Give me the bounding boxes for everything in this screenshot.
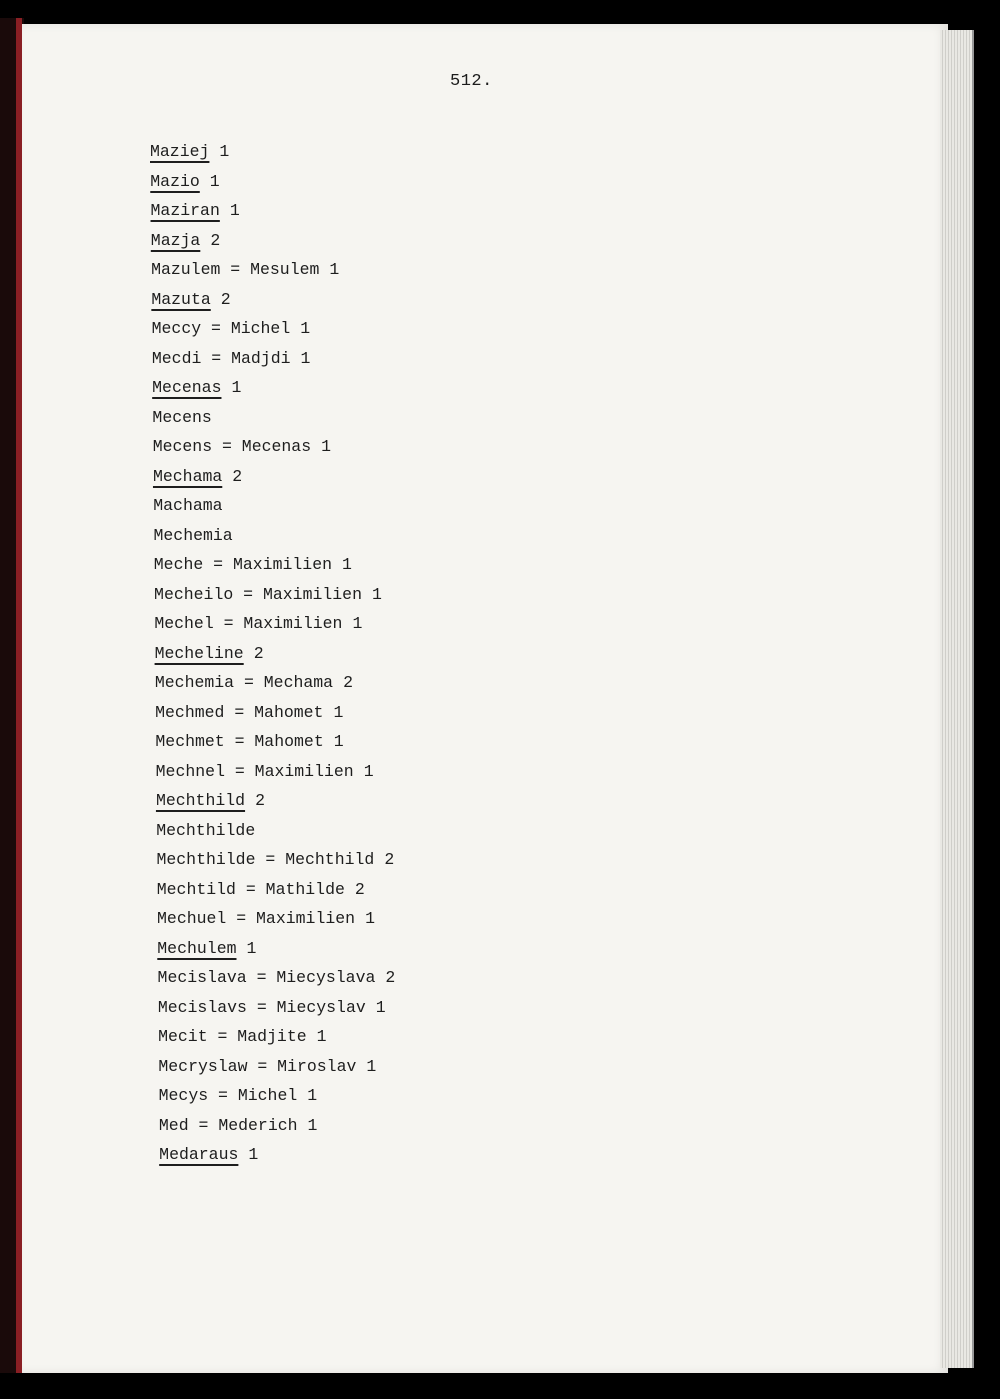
entry-count: 1: [366, 1056, 377, 1076]
entry-name: Mechuel = Maximilien: [157, 909, 356, 928]
entry-count: 1: [342, 555, 352, 574]
entry-count: 1: [231, 378, 242, 397]
entry-count: 1: [300, 348, 311, 368]
index-entry: [150, 200, 395, 230]
index-entry: [150, 643, 395, 673]
index-entry: [150, 289, 395, 319]
entry-name: Mecislavs = Miecyslav: [157, 997, 366, 1017]
entry-name: Mechemia = Mechama: [154, 673, 334, 692]
entry-count: 1: [371, 584, 382, 604]
entry-name: Mechulem: [157, 938, 237, 958]
entry-name: Mecislava = Miecyslava: [157, 968, 376, 987]
entry-count: 1: [219, 142, 230, 161]
index-entry: [150, 377, 395, 407]
entry-count: 1: [375, 997, 386, 1017]
index-entry: [150, 436, 395, 466]
entry-count: 2: [232, 466, 243, 486]
index-entry: [150, 584, 395, 614]
entry-name: Mazuta: [151, 289, 211, 309]
index-entry: [150, 407, 395, 437]
entry-name: Mazio: [150, 171, 200, 191]
entry-name: Mecens: [152, 407, 212, 427]
entry-count: 1: [248, 1145, 259, 1164]
entry-name: Mecdi = Madjdi: [151, 348, 291, 368]
index-entry: [150, 820, 395, 850]
entry-name: Mecys = Michel: [158, 1086, 298, 1105]
entry-name: Mechthilde = Mechthild: [156, 850, 375, 869]
entry-count: 2: [255, 791, 265, 810]
index-entry: [150, 997, 395, 1027]
index-entry: [150, 731, 395, 761]
index-entry: [150, 967, 395, 997]
entry-name: Mechmet = Mahomet: [155, 732, 324, 751]
entry-count: 2: [354, 879, 365, 899]
index-entry: [150, 1115, 395, 1145]
book-spine: [0, 18, 24, 1373]
index-entry: [150, 761, 395, 791]
entry-name: Mechemia: [153, 525, 233, 545]
index-entry: [150, 879, 395, 909]
entry-name: Mazja: [150, 230, 201, 250]
index-entry: [150, 613, 395, 643]
index-entry: [150, 1026, 395, 1056]
index-entry: [150, 466, 395, 496]
index-entry: [150, 141, 395, 171]
entry-count: 1: [246, 938, 257, 958]
entry-name: Maziran: [150, 201, 220, 220]
entry-name: Machama: [153, 496, 223, 515]
entry-count: 2: [384, 850, 395, 869]
entry-name: Mecheline: [154, 643, 244, 663]
entry-count: 2: [385, 968, 396, 987]
index-entry: [150, 1144, 395, 1174]
entry-count: 1: [365, 909, 375, 928]
entry-count: 1: [333, 732, 344, 751]
entry-name: Medaraus: [159, 1145, 239, 1164]
entry-count: 1: [307, 1086, 318, 1105]
entry-count: 2: [343, 673, 353, 692]
entry-count: 2: [220, 289, 231, 309]
index-entry: [150, 348, 395, 378]
name-index-list: [150, 141, 395, 1174]
index-entry: [150, 525, 395, 555]
index-entry: [150, 672, 395, 702]
entry-count: 1: [352, 614, 363, 633]
page-number: 512.: [450, 72, 493, 91]
entry-name: Mechthilde: [156, 820, 256, 840]
entry-name: Mechmed = Mahomet: [155, 702, 324, 722]
entry-name: Mecit = Madjite: [158, 1027, 307, 1046]
index-entry: [150, 318, 395, 348]
entry-name: Mechel = Maximilien: [154, 614, 343, 633]
entry-count: 1: [363, 761, 374, 781]
entry-name: Meccy = Michel: [151, 319, 291, 338]
entry-name: Mechnel = Maximilien: [155, 761, 354, 781]
entry-name: Med = Mederich: [158, 1115, 298, 1135]
index-entry: [150, 495, 395, 525]
index-entry: [150, 230, 395, 260]
entry-name: Meche = Maximilien: [153, 555, 332, 574]
entry-name: Mechtild = Mathilde: [156, 879, 345, 899]
entry-count: 1: [333, 702, 344, 722]
entry-name: Mechama: [152, 466, 223, 486]
entry-count: 1: [300, 319, 311, 338]
index-entry: [150, 849, 395, 879]
index-entry: [150, 259, 395, 289]
entry-count: 1: [229, 201, 240, 220]
index-entry: [150, 1085, 395, 1115]
entry-name: Mecens = Mecenas: [152, 437, 312, 456]
entry-count: 1: [316, 1027, 327, 1046]
entry-name: Mecryslaw = Miroslav: [158, 1056, 357, 1076]
entry-name: Mazulem = Mesulem: [151, 260, 320, 279]
page-edges: [940, 30, 974, 1368]
entry-count: 1: [329, 260, 340, 279]
entry-count: 1: [307, 1115, 318, 1135]
entry-count: 1: [321, 437, 332, 456]
entry-name: Mecheilo = Maximilien: [154, 584, 362, 604]
entry-name: Mecenas: [152, 378, 222, 397]
entry-count: 2: [253, 643, 264, 663]
index-entry: [150, 554, 395, 584]
index-entry: [150, 171, 395, 201]
index-entry: [150, 702, 395, 732]
index-entry: [150, 938, 395, 968]
index-entry: [150, 908, 395, 938]
index-entry: [150, 790, 395, 820]
index-entry: [150, 1056, 395, 1086]
entry-name: Maziej: [150, 142, 210, 161]
entry-count: 2: [210, 230, 221, 250]
entry-count: 1: [209, 171, 220, 191]
entry-name: Mechthild: [155, 791, 246, 810]
